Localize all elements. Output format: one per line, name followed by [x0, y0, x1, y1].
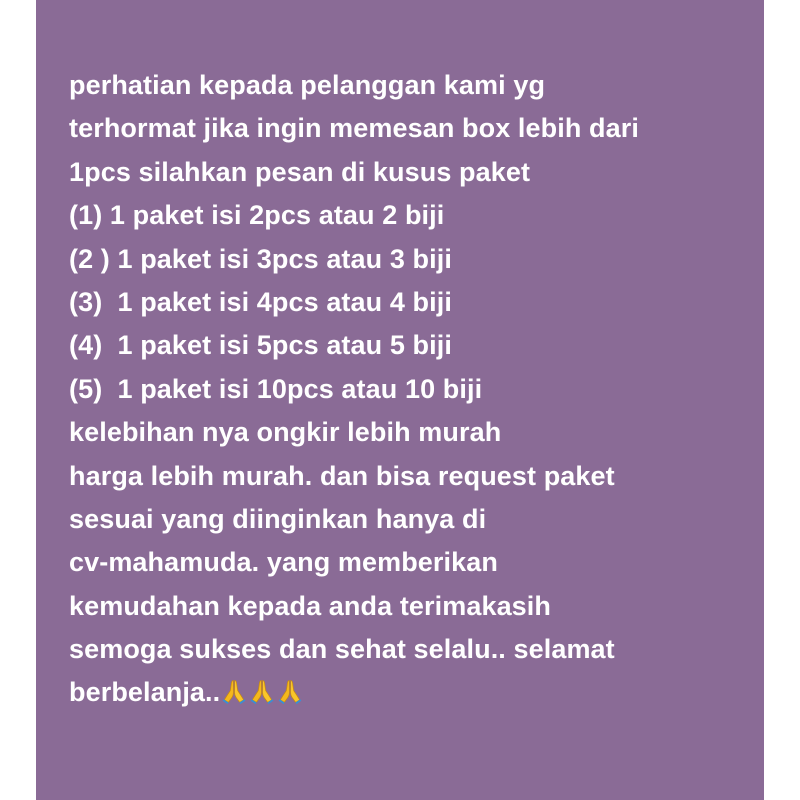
- package-option-2: (2 ) 1 paket isi 3pcs atau 3 biji: [69, 243, 452, 274]
- message-line-14: semoga sukses dan sehat selalu.. selamat: [69, 634, 615, 665]
- package-option-3: (3) 1 paket isi 4pcs atau 4 biji: [69, 286, 452, 317]
- message-text: [69, 64, 729, 715]
- message-line-13: kemudahan kepada anda terimakasih: [69, 590, 551, 621]
- package-option-5: (5) 1 paket isi 10pcs atau 10 biji: [69, 373, 483, 404]
- package-option-1: (1) 1 paket isi 2pcs atau 2 biji: [69, 200, 445, 231]
- package-option-4: (4) 1 paket isi 5pcs atau 5 biji: [69, 330, 452, 361]
- message-line-12: cv-mahamuda. yang memberikan: [69, 547, 498, 578]
- folded-hands-icon: [220, 677, 248, 705]
- message-line-9: kelebihan nya ongkir lebih murah: [69, 417, 502, 448]
- message-line-last: [69, 671, 729, 714]
- closing-text: berbelanja..: [69, 677, 221, 708]
- message-line-10: harga lebih murah. dan bisa request paket: [69, 460, 615, 491]
- message-line-3: 1pcs silahkan pesan di kusus paket: [69, 156, 531, 187]
- folded-hands-icon: [276, 677, 304, 705]
- message-line-2: terhormat jika ingin memesan box lebih dari: [69, 113, 639, 144]
- folded-hands-icon: [248, 677, 276, 705]
- message-line-11: sesuai yang diinginkan hanya di: [69, 503, 487, 534]
- message-line-1: perhatian kepada pelanggan kami yg: [69, 70, 546, 100]
